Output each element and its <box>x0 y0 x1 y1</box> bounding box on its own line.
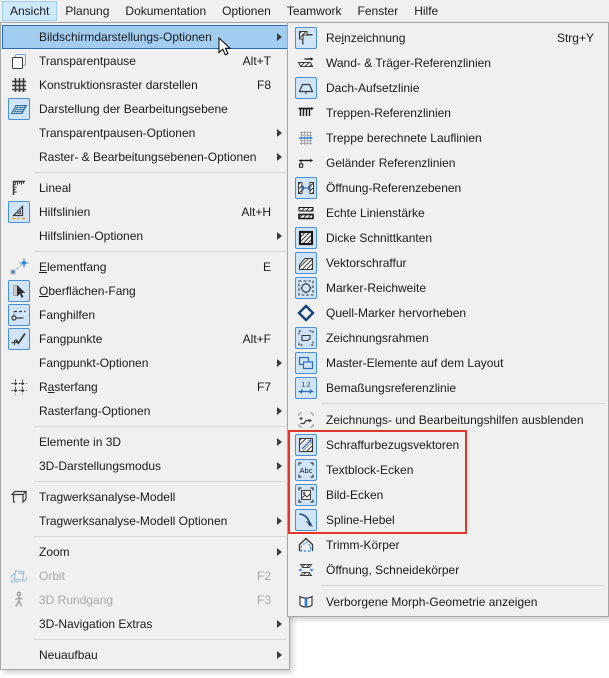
menu-item-orbit <box>2 564 288 588</box>
menu-item-label: Hilfslinien <box>39 205 91 219</box>
menu-item-dicke-schnittkanten[interactable] <box>289 225 607 250</box>
menu-bar <box>0 0 609 22</box>
menu-item-tragwerksanalyse-modell-optionen[interactable] <box>2 509 288 533</box>
menu-item-label: Elementfang <box>39 260 107 274</box>
menu-item-treppen-referenzlinien[interactable] <box>289 100 607 125</box>
submenu-arrow-icon <box>277 359 282 367</box>
spline-hebel-icon <box>295 509 317 531</box>
menu-item-3d-rundgang <box>2 588 288 612</box>
menu-item-fangpunkte[interactable] <box>2 327 288 351</box>
submenu-arrow-icon <box>277 620 282 628</box>
schraffurbezugsvektoren-icon <box>295 434 317 456</box>
menu-item-treppe-berechnete-lauflinien[interactable] <box>289 125 607 150</box>
menu-item-marker-reichweite[interactable] <box>289 275 607 300</box>
submenu-arrow-icon <box>277 651 282 659</box>
menu-item-tragwerksanalyse-modell[interactable] <box>2 485 288 509</box>
menu-item-elemente-in-3d[interactable] <box>2 430 288 454</box>
menu-item-transparentpausen-optionen[interactable] <box>2 121 288 145</box>
menu-item-3d-darstellungsmodus[interactable] <box>2 454 288 478</box>
menu-item-label: Quell-Marker hervorheben <box>326 305 467 320</box>
echte-linienstaerke-icon <box>295 202 317 224</box>
menu-item-label: Zoom <box>39 545 70 559</box>
menu-item-label: Reinzeichnung <box>326 30 406 45</box>
verborgene-morph-icon <box>295 591 317 613</box>
menu-item-fangpunkt-optionen[interactable] <box>2 351 288 375</box>
wand-traeger-referenzlinien-icon <box>295 52 317 74</box>
menu-item-label: Hilfslinien-Optionen <box>39 229 144 243</box>
menu-item-verborgene-morph-geometrie-anzeigen[interactable] <box>289 589 607 614</box>
menu-item-master-elemente-auf-dem-layout[interactable] <box>289 350 607 375</box>
menu-item-label: Dicke Schnittkanten <box>326 230 433 245</box>
menu-item-shortcut: Alt+T <box>242 54 271 68</box>
menu-item-bildschirmdarstellungs-optionen[interactable] <box>2 25 288 49</box>
svg-text:1.2: 1.2 <box>301 381 311 388</box>
textblock-ecken-icon <box>295 459 317 481</box>
menu-item-spline-hebel[interactable] <box>289 507 607 532</box>
menubar-item-teamwork[interactable]: Teamwork <box>286 4 342 18</box>
fangpunkte-icon <box>8 328 30 350</box>
menu-item-zeichnungs-und-bearbeitungshilfen-ausblenden[interactable] <box>289 407 607 432</box>
quell-marker-icon <box>295 302 317 324</box>
menu-separator <box>34 251 286 252</box>
menu-separator <box>321 403 605 404</box>
menu-item-label: Raster- & Bearbeitungsebenen-Optionen <box>39 150 257 164</box>
konstruktionsraster-icon <box>8 74 30 96</box>
submenu-arrow-icon <box>277 548 282 556</box>
ansicht-menu <box>0 22 290 670</box>
menu-item-label: Fanghilfen <box>39 308 96 322</box>
rundgang-icon <box>8 589 30 611</box>
rasterfang-icon <box>8 376 30 398</box>
bearbeitungsebene-icon <box>8 98 30 120</box>
menu-item-shortcut: F7 <box>256 380 271 394</box>
transparentpause-icon <box>8 50 30 72</box>
menu-item-wand-trager-referenzlinien[interactable] <box>289 50 607 75</box>
menu-item-darstellung-der-bearbeitungsebene[interactable] <box>2 97 288 121</box>
trimm-koerper-icon <box>295 534 317 556</box>
menu-item-label: 3D Rundgang <box>39 593 114 607</box>
submenu-arrow-icon <box>277 33 282 41</box>
submenu-arrow-icon <box>277 438 282 446</box>
menu-item-schraffurbezugsvektoren[interactable] <box>289 432 607 457</box>
orbit-icon <box>8 565 30 587</box>
menu-item-label: Treppen-Referenzlinien <box>326 105 451 120</box>
menu-item-label: Bemaßungsreferenzlinie <box>326 380 457 395</box>
menu-separator <box>34 426 286 427</box>
menubar-item-planung[interactable]: Planung <box>65 4 110 18</box>
menu-item-bild-ecken[interactable] <box>289 482 607 507</box>
menu-item-lineal[interactable] <box>2 176 288 200</box>
menu-item-shortcut: Alt+H <box>241 205 271 219</box>
menu-item-quell-marker-hervorheben[interactable] <box>289 300 607 325</box>
menu-item-zeichnungsrahmen[interactable] <box>289 325 607 350</box>
bemassungsreferenzlinie-icon <box>295 377 317 399</box>
menu-item-offnung-schneidekorper[interactable] <box>289 557 607 582</box>
submenu-arrow-icon <box>277 232 282 240</box>
master-elemente-icon <box>295 352 317 374</box>
menu-item-label: Master-Elemente auf dem Layout <box>326 355 504 370</box>
bearbeitungshilfen-ausblenden-icon <box>295 409 317 431</box>
gelaender-referenzlinien-icon <box>295 152 317 174</box>
menu-item-label: Öffnung, Schneidekörper <box>326 562 460 577</box>
menu-item-label: Konstruktionsraster darstellen <box>39 78 198 92</box>
menu-item-label: Spline-Hebel <box>326 512 395 527</box>
menu-item-label: 3D-Navigation Extras <box>39 617 153 631</box>
submenu-arrow-icon <box>277 462 282 470</box>
menu-item-fanghilfen[interactable] <box>2 303 288 327</box>
menu-item-label: Fangpunkte <box>39 332 103 346</box>
menu-item-dach-aufsetzlinie[interactable] <box>289 75 607 100</box>
submenu-arrow-icon <box>277 129 282 137</box>
tragwerksanalyse-icon <box>8 486 30 508</box>
oberflaechen-fang-icon <box>8 280 30 302</box>
menu-item-shortcut: F3 <box>256 593 271 607</box>
reinzeichnung-icon <box>295 27 317 49</box>
menu-item-shortcut: F2 <box>256 569 271 583</box>
menu-item-neuaufbau[interactable] <box>2 643 288 667</box>
menubar-item-hilfe[interactable]: Hilfe <box>414 4 439 18</box>
menu-item-oberflachen-fang[interactable] <box>2 279 288 303</box>
menu-item-label: Transparentpausen-Optionen <box>39 126 196 140</box>
menu-item-3d-navigation-extras[interactable] <box>2 612 288 636</box>
menu-item-label: Bild-Ecken <box>326 487 384 502</box>
menu-item-label: Transparentpause <box>39 54 136 68</box>
menu-item-elementfang[interactable] <box>2 255 288 279</box>
menu-item-transparentpause[interactable] <box>2 49 288 73</box>
bild-ecken-icon <box>295 484 317 506</box>
vektorschraffur-icon <box>295 252 317 274</box>
menu-item-shortcut: F8 <box>256 78 271 92</box>
menu-item-bemassungsreferenzlinie[interactable] <box>289 375 607 400</box>
menu-item-hilfslinien-optionen[interactable] <box>2 224 288 248</box>
elementfang-icon <box>8 256 30 278</box>
fanghilfen-icon <box>8 304 30 326</box>
hilfslinien-icon <box>8 201 30 223</box>
submenu-arrow-icon <box>277 153 282 161</box>
menu-item-label: Neuaufbau <box>39 648 98 662</box>
menu-item-zoom[interactable] <box>2 540 288 564</box>
menu-separator <box>321 585 605 586</box>
menu-item-label: Orbit <box>39 569 66 583</box>
menu-item-rasterfang[interactable] <box>2 375 288 399</box>
menu-item-reinzeichnung[interactable] <box>289 25 607 50</box>
dicke-schnittkanten-icon <box>295 227 317 249</box>
lineal-icon <box>8 177 30 199</box>
menu-separator <box>34 639 286 640</box>
zeichnungsrahmen-icon <box>295 327 317 349</box>
menu-separator <box>34 481 286 482</box>
oeffnung-referenzebenen-icon <box>295 177 317 199</box>
menu-item-label: Schraffurbezugsvektoren <box>326 437 460 452</box>
menu-item-label: Tragwerksanalyse-Modell Optionen <box>39 514 228 528</box>
menu-item-label: Echte Linienstärke <box>326 205 425 220</box>
menu-item-label: Trimm-Körper <box>326 537 400 552</box>
menu-item-konstruktionsraster-darstellen[interactable] <box>2 73 288 97</box>
bildschirmdarstellungs-optionen-submenu <box>287 22 609 617</box>
menu-item-label: Bildschirmdarstellungs-Optionen <box>39 30 212 44</box>
menubar-item-optionen[interactable]: Optionen <box>222 4 271 18</box>
menu-item-rasterfang-optionen[interactable] <box>2 399 288 423</box>
dach-aufsetzlinie-icon <box>295 77 317 99</box>
menu-item-label: Fangpunkt-Optionen <box>39 356 149 370</box>
svg-text:Abc: Abc <box>299 465 313 475</box>
menu-item-label: Elemente in 3D <box>39 435 122 449</box>
menu-item-raster-bearbeitungsebenen-optionen[interactable] <box>2 145 288 169</box>
menu-item-label: Darstellung der Bearbeitungsebene <box>39 102 228 116</box>
menu-item-vektorschraffur[interactable] <box>289 250 607 275</box>
menu-item-trimm-korper[interactable] <box>289 532 607 557</box>
menu-item-label: Rasterfang-Optionen <box>39 404 151 418</box>
marker-reichweite-icon <box>295 277 317 299</box>
menu-item-label: Rasterfang <box>39 380 98 394</box>
menu-item-label: Textblock-Ecken <box>326 462 414 477</box>
menu-item-label: Öffnung-Referenzebenen <box>326 180 462 195</box>
oeffnung-schneidekoerper-icon <box>295 559 317 581</box>
menu-item-label: 3D-Darstellungsmodus <box>39 459 162 473</box>
menu-separator <box>34 172 286 173</box>
menu-item-gelander-referenzlinien[interactable] <box>289 150 607 175</box>
menu-item-label: Lineal <box>39 181 72 195</box>
menu-item-label: Dach-Aufsetzlinie <box>326 80 420 95</box>
menu-item-label: Marker-Reichweite <box>326 280 427 295</box>
menu-item-label: Zeichnungsrahmen <box>326 330 429 345</box>
menu-item-label: Treppe berechnete Lauflinien <box>326 130 482 145</box>
menu-item-shortcut: E <box>262 260 271 274</box>
submenu-arrow-icon <box>277 407 282 415</box>
menu-item-label: Wand- & Träger-Referenzlinien <box>326 55 491 70</box>
menu-item-echte-linienstarke[interactable] <box>289 200 607 225</box>
menu-item-hilfslinien[interactable] <box>2 200 288 224</box>
menu-separator <box>34 536 286 537</box>
menu-item-shortcut: Strg+Y <box>556 30 594 45</box>
menu-item-label: Geländer Referenzlinien <box>326 155 456 170</box>
menubar-item-ansicht[interactable]: Ansicht <box>2 1 57 21</box>
menu-item-label: Oberflächen-Fang <box>39 284 136 298</box>
submenu-arrow-icon <box>277 517 282 525</box>
menubar-item-fenster[interactable]: Fenster <box>357 4 399 18</box>
menu-item-textblock-ecken[interactable] <box>289 457 607 482</box>
menu-item-offnung-referenzebenen[interactable] <box>289 175 607 200</box>
menubar-item-dokumentation[interactable]: Dokumentation <box>125 4 207 18</box>
menu-item-shortcut: Alt+F <box>242 332 271 346</box>
treppen-referenzlinien-icon <box>295 102 317 124</box>
menu-item-label: Vektorschraffur <box>326 255 407 270</box>
menu-item-label: Verborgene Morph-Geometrie anzeigen <box>326 594 538 609</box>
menu-item-label: Tragwerksanalyse-Modell <box>39 490 176 504</box>
menu-item-label: Zeichnungs- und Bearbeitungshilfen ausblenden <box>326 412 584 427</box>
treppe-lauflinien-icon <box>295 127 317 149</box>
